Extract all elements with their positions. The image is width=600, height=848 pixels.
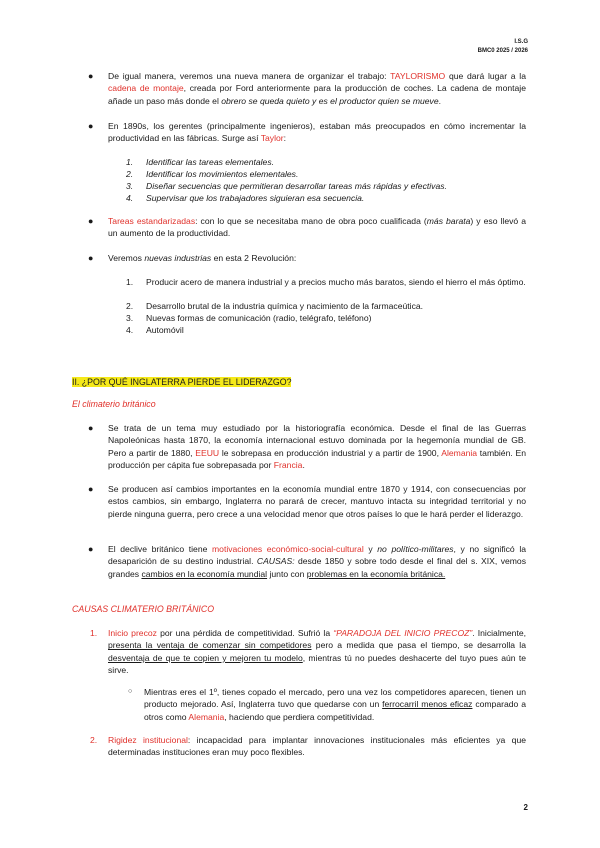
circle-bullet-icon: ○ bbox=[128, 688, 133, 695]
paragraph: En 1890s, los gerentes (principalmente ingenieros), estaban más preocupados en cómo incrementar la productividad en las fábricas. Surge así Taylor: bbox=[108, 121, 526, 144]
bullet-dot: ● bbox=[88, 216, 94, 226]
header-course: BMC0 2025 / 2026 bbox=[477, 47, 528, 54]
taylor-list: 1. Identificar las tareas elementales. 2. Identificar los movimientos elementales. 3. Diseñar secuencias que permitieran desarrollar tareas más rápidas y efectivas. 4. Supervisar que los trabajadores siguieran esa secuencia. bbox=[126, 157, 447, 203]
cause-number: 1. bbox=[90, 628, 98, 638]
paragraph: Mientras eres el 1º, tienes copado el mercado, pero una vez los competidores aparecen, tienen un producto mejorado. Así, Inglaterra tuvo que quedarse con un ferrocarril menos eficaz comparado a otros como Alemania, haciendo que perdiera competitividad. bbox=[144, 687, 526, 722]
cause-number: 2. bbox=[90, 735, 98, 745]
paragraph: Rigidez institucional: incapacidad para implantar innovaciones institucionales más eficientes ya que determinadas instituciones eran muy poco flexibles. bbox=[108, 735, 527, 758]
bullet-dot: ● bbox=[88, 253, 94, 263]
header-initials: I.S.G bbox=[514, 39, 528, 45]
bullet-dot: ● bbox=[88, 71, 94, 81]
causes-title: CAUSAS CLIMATERIO BRITÁNICO bbox=[72, 604, 215, 614]
paragraph: El declive británico tiene motivaciones económico-social-cultural y no político-militares, y no significó la desaparición de su destino industrial. CAUSAS: desde 1850 y sobre todo desde el final del s. XIX, vemos grandes cambios en la economía mundial junto con problemas en la economía británica. bbox=[108, 544, 527, 579]
bullet-dot: ● bbox=[88, 544, 94, 554]
paragraph: Se producen así cambios importantes en la economía mundial entre 1870 y 1914, con consecuencias por estos cambios, sin embargo, Inglaterra no parará de crecer, mantuvo intacta su integridad territorial y no pierde ninguna guerra, pero crece a una velocidad menor que otros países lo que le hará perder el liderazgo. bbox=[108, 484, 526, 519]
section-subtitle: El climaterio británico bbox=[72, 399, 156, 409]
paragraph: Inicio precoz por una pérdida de competitividad. Sufrió la “PARADOJA DEL INICIO PRECOZ”. Inicialmente, presenta la ventaja de comenzar sin competidores pero a medida que pasa el tiempo, se desarrolla la desventaja de que te copien y mejoren tu modelo, mientras tú no puedes deshacerte del tuyo pues aún te sirve. bbox=[108, 628, 526, 676]
industries-list: 1. Producir acero de manera industrial y a precios mucho más baratos, siendo el hierro el más óptimo. 2. Desarrollo brutal de la industria química y nacimiento de la farmaceútica. 3. Nuevas formas de comunicación (radio, telégrafo, teléfono) 4. Automóvil bbox=[126, 277, 526, 335]
bullet-dot: ● bbox=[88, 121, 94, 131]
paragraph: De igual manera, veremos una nueva manera de organizar el trabajo: TAYLORISMO que dará lugar a la cadena de montaje, creada por Ford anteriormente para la producción de coches. La cadena de montaje añade un paso más donde el obrero se queda quieto y es el productor quien se mueve. bbox=[108, 71, 526, 106]
bullet-dot: ● bbox=[88, 423, 94, 433]
bullet-dot: ● bbox=[88, 484, 94, 494]
paragraph: Tareas estandarizadas: con lo que se necesitaba mano de obra poco cualificada (más barata) y eso llevó a un aumento de la productividad. bbox=[108, 216, 526, 239]
section-title: II. ¿POR QUÉ INGLATERRA PIERDE EL LIDERAZGO? bbox=[72, 377, 292, 387]
paragraph: Se trata de un tema muy estudiado por la historiografía económica. Desde el final de las Guerras Napoleónicas hasta 1870, la economía internacional estuvo dominada por la hegemonía mundial de GB. Pero a partir de 1880, EEUU le sobrepasa en producción industrial y a partir de 1900, Alemania también. En producción per cápita fue sobrepasada por Francia. bbox=[108, 423, 526, 471]
paragraph: Veremos nuevas industrias en esta 2 Revolución: bbox=[108, 253, 297, 263]
page-header bbox=[478, 38, 528, 55]
page-number: 2 bbox=[523, 803, 528, 812]
